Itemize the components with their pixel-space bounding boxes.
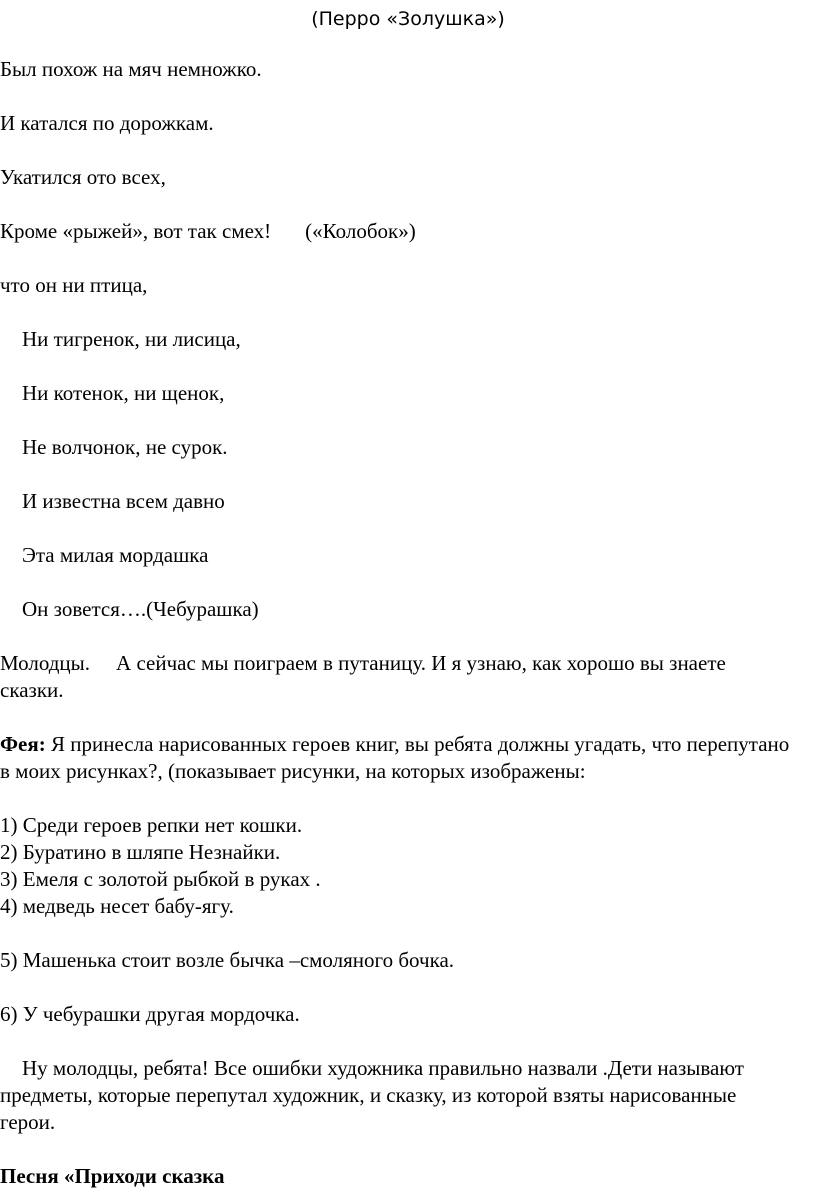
riddle-line-3: Укатился ото всех, — [0, 165, 166, 189]
cheb-line-3: Ни котенок, ни щенок, — [22, 381, 225, 405]
cheb-line-2: Ни тигренок, ни лисица, — [22, 327, 241, 351]
paragraph-molodcy-text: А сейчас мы поиграем в путаницу. И я узнаю, как хорошо вы знаете сказки. — [0, 651, 726, 702]
cheb-line-5: И известна всем давно — [22, 489, 225, 513]
list-item: 1) Среди героев репки нет кошки. — [0, 813, 303, 837]
cheb-line-4: Не волчонок, не сурок. — [22, 435, 228, 459]
list-item: 2) Буратино в шляпе Незнайки. — [0, 840, 281, 864]
cheb-line-6: Эта милая мордашка — [22, 543, 209, 567]
paragraph-molodcy-lead: Молодцы. — [0, 651, 91, 675]
cheb-line-7: Он зовется….(Чебурашка) — [22, 597, 259, 621]
list-item: 6) У чебурашки другая мордочка. — [0, 1002, 300, 1026]
riddle-answer-kolobok: («Колобок») — [305, 219, 416, 243]
list-item: 4) медведь несет бабу-ягу. — [0, 894, 234, 918]
top-line: (Перро «Золушка») — [311, 8, 505, 30]
riddle-line-4 — [0, 218, 416, 245]
list-item: 3) Емеля с золотой рыбкой в руках . — [0, 867, 321, 891]
paragraph-final: Ну молодцы, ребята! Все ошибки художника правильно назвали .Дети называют предметы, которые перепутал художник, и сказку, из которой взяты нарисованные герои. — [0, 1056, 744, 1134]
riddle-line-4-text: Кроме «рыжей», вот так смех! — [0, 219, 272, 243]
list-item: 5) Машенька стоит возле бычка –смоляного бочка. — [0, 948, 455, 972]
speaker-label: Фея: — [0, 732, 46, 756]
paragraph-molodcy — [0, 650, 790, 704]
cheb-line-1: что он ни птица, — [0, 273, 148, 297]
riddle-line-1: Был похож на мяч немножко. — [0, 57, 262, 81]
paragraph-feya-text: Я принесла нарисованных героев книг, вы ребята должны угадать, что перепутано в моих рисунках?, (показывает рисунки, на которых изображены: — [0, 732, 790, 783]
riddle-line-2: И катался по дорожкам. — [0, 111, 214, 135]
paragraph-feya — [0, 731, 790, 785]
song-heading: Песня «Приходи сказка — [0, 1164, 225, 1188]
